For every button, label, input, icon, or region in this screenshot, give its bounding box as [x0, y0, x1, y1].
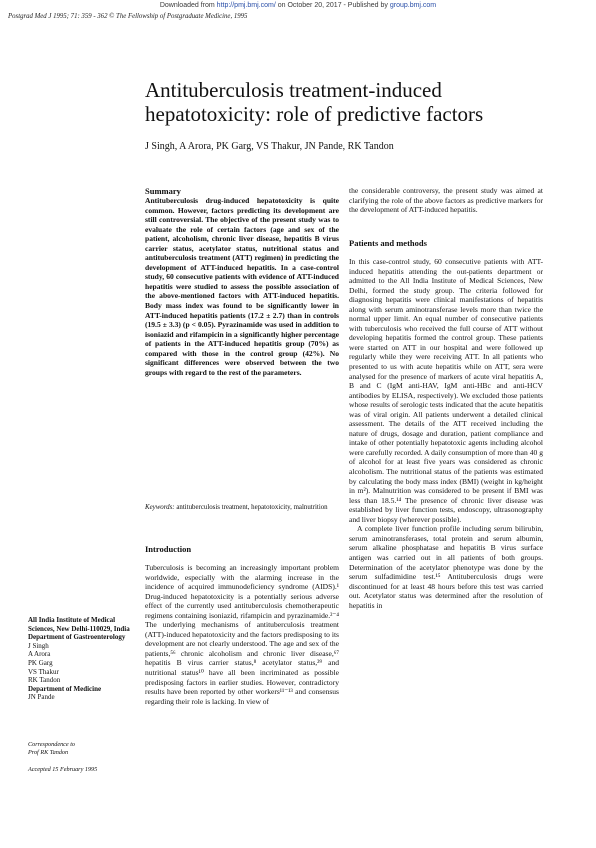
accepted-date: Accepted 15 February 1995 [28, 766, 98, 773]
keywords-text: antituberculosis treatment, hepatotoxicity, malnutrition [174, 504, 328, 511]
introduction-continued-text: the considerable controversy, the present study was aimed at clarifying the role of the above factors as predictive markers for the development of ATT-induced hepatitis. [349, 186, 543, 215]
author-affiliations [28, 616, 132, 702]
article-title: Antituberculosis treatment-induced hepatotoxicity: role of predictive factors [145, 78, 484, 126]
summary-body: Antituberculosis drug-induced hepatotoxicity is quite common. However, factors predicting its development are still controversial. The objective of the present study was to evaluate the role of certain factors (age and sex of the patient, alcoholism, chronic liver disease, hepatitis B virus carrier status, acetylator status, nutritional status and antituberculosis treatment (ATT) regimen) in predicting the development of ATT-induced hepatitis. In a case-control study, 60 consecutive patients with evidence of ATT-induced hepatitis were studied to assess the possible association of the above-mentioned factors with ATT-induced hepatitis. Body mass index was found to be significantly lower in ATT-induced hepatitis patients (17.2 ± 2.7) than in controls (19.5 ± 3.3) (p < 0.05). Pyrazinamide was used in addition to isoniazid and rifampicin in a significantly higher percentage of patients in the ATT-induced hepatitis group (70%) as compared with those in the control group (42%). No significant differences were observed between the two groups with regard to the rest of the parameters. [145, 196, 339, 377]
affiliation-member: A Arora [28, 650, 51, 659]
patients-methods-paragraph-1: In this case-control study, 60 consecutive patients with ATT-induced hepatitis attending the out-patients department or admitted to the All India Institute of Medical Sciences, New Delhi, formed the study group. The criteria followed for diagnosing hepatitis were clinical manifestations of hepatitis along with serum aminotransferase levels more than twice the normal upper limit. An equal number of consecutive patients with tuberculosis who received the full course of ATT without developing hepatitis formed the control group. These patients were started on ATT in our hospital and were followed up regularly while they were receiving ATT. In all patients who presented to us with acute hepatitis while on ATT, sera were analysed for the presence of markers of acute viral hepatitis A, B and C (IgM anti-HAV, IgM anti-HBc and anti-HCV antibodies by ELISA, respectively). We excluded those patients whose results of serologic tests indicated that the acute hepatitis was of viral origin. All patients underwent a detailed clinical assessment. The details of the ATT received including the nature of drugs, dosage and duration, patient compliance and intake of other potentially hepatotoxic agents including alcohol were carefully recorded. A daily consumption of more than 40 g of alcohol for at least five years was considered as chronic alcoholism. The nutritional status of the patients was estimated by calculating the body mass index (BMI) (weight in kg/height in m²). Malnutrition was considered to be present if BMI was less than 18.5.¹⁴ The presence of chronic liver disease was established by liver function tests, endoscopy, ultrasonography and liver biopsy (wherever possible). [349, 257, 543, 524]
introduction-continued [349, 186, 543, 215]
journal-citation: Postgrad Med J 1995; 71: 359 - 362 © The Fellowship of Postgraduate Medicine, 1995 [8, 13, 248, 20]
affiliation-member: PK Garg [28, 658, 53, 667]
introduction-body [145, 563, 339, 706]
author-list: J Singh, A Arora, PK Garg, VS Thakur, JN Pande, RK Tandon [145, 141, 394, 152]
summary-heading: Summary [145, 186, 181, 196]
introduction-heading: Introduction [145, 544, 192, 554]
affiliation-member: J Singh [28, 641, 49, 650]
correspondence-name: Prof RK Tandon [28, 749, 69, 756]
download-middle: on October 20, 2017 - Published by [275, 2, 390, 9]
keywords [145, 503, 339, 512]
correspondence [28, 741, 132, 757]
correspondence-label: Correspondence to [28, 741, 76, 748]
affiliation-member: JN Pande [28, 693, 55, 702]
summary-section [145, 186, 339, 377]
affiliation-department-gastro: Department of Gastroenterology [28, 633, 126, 642]
patients-methods-body [349, 257, 543, 610]
download-prefix: Downloaded from [159, 2, 217, 9]
patients-methods-paragraph-2: A complete liver function profile including serum bilirubin, serum aminotransferases, total protein and serum albumin, serum alkaline phosphatase and hepatitis B virus surface antigen was carried out in all patients of both groups. Determination of the acetylator phenotype was done by the serum sulfadimidine test.¹⁵ Antituberculosis drugs were discontinued for at least 48 hours before this test was carried out. Acetylator status was determined after the resolution of hepatitis in [349, 524, 543, 610]
patients-methods-heading: Patients and methods [349, 238, 427, 248]
keywords-label: Keywords: [145, 504, 175, 511]
introduction-paragraph: Tuberculosis is becoming an increasingly important problem worldwide, especially with the alarming increase in the incidence of acquired immunodeficiency syndrome (AIDS).¹ Drug-induced hepatotoxicity is a potentially serious adverse effect of the currently used antituberculosis chemotherapeutic regimens containing isoniazid, rifampicin and pyrazinamide.²⁻⁴ The underlying mechanisms of antituberculosis treatment (ATT)-induced hepatotoxicity and the factors predisposing to its development are not clearly understood. The age and sex of the patients,⁵⁶ chronic alcoholism and chronic liver disease,⁶⁷ hepatitis B virus carrier status,⁸ acetylator status,²⁹ and nutritional status¹⁰ have all been incriminated as possible predisposing factors in earlier studies. However, contradictory results have been reported by other workers¹¹⁻¹³ and consensus regarding their role is lacking. In view of [145, 563, 339, 706]
affiliation-department-medicine: Department of Medicine [28, 684, 102, 693]
download-banner [0, 2, 596, 9]
affiliation-institute: All India Institute of Medical Sciences, New Delhi-110029, India [28, 616, 130, 633]
affiliation-member: VS Thakur [28, 667, 59, 676]
journal-url-link[interactable]: http://pmj.bmj.com/ [216, 2, 276, 9]
affiliation-member: RK Tandon [28, 676, 61, 685]
publisher-url-link[interactable]: group.bmj.com [389, 2, 437, 9]
